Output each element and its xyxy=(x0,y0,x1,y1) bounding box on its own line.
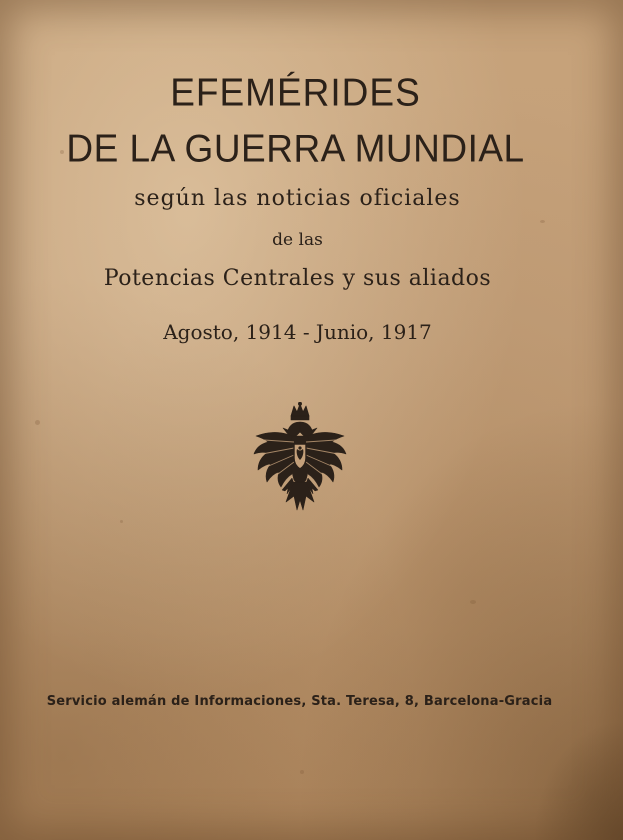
paper-speckle xyxy=(470,600,476,604)
paper-speckle xyxy=(120,520,123,523)
title-line-1: EFEMÉRIDES xyxy=(170,70,421,114)
publisher-imprint: Servicio alemán de Informaciones, Sta. Teresa, 8, Barcelona-Gracia xyxy=(46,694,553,709)
subtitle-line-3: Potencias Centrales y sus aliados xyxy=(103,266,492,291)
corner-wear xyxy=(533,720,623,840)
subtitle-line-1: según las noticias oficiales xyxy=(134,186,461,211)
subtitle-line-2: de las xyxy=(272,230,323,250)
paper-speckle xyxy=(540,220,545,223)
title-line-2: DE LA GUERRA MUNDIAL xyxy=(66,126,525,170)
paper-speckle xyxy=(35,420,40,425)
imperial-eagle-icon xyxy=(250,402,350,514)
date-range: Agosto, 1914 - Junio, 1917 xyxy=(163,320,432,344)
paper-speckle xyxy=(300,770,304,774)
